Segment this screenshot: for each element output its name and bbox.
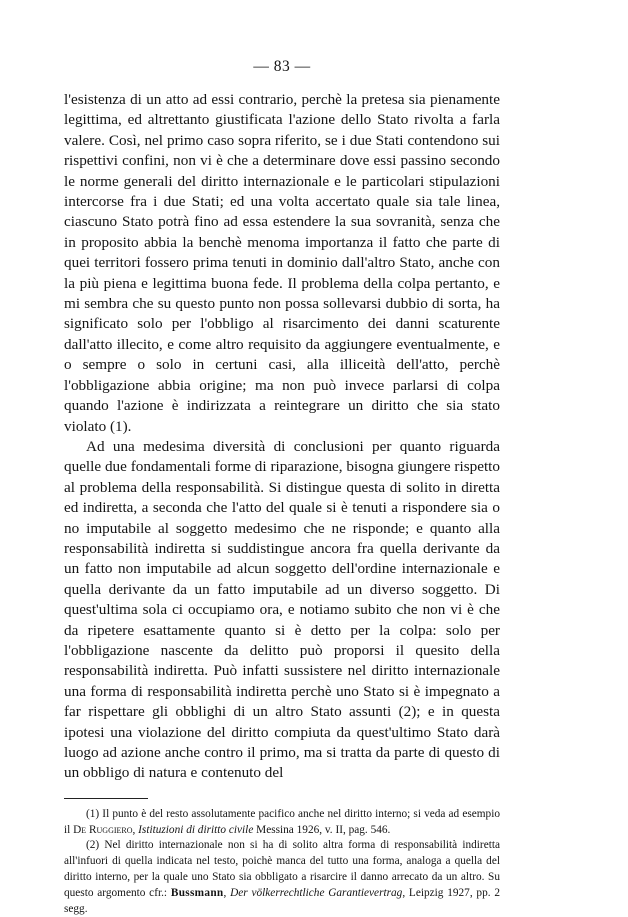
footnote-2	[64, 838, 500, 917]
footnote-2-author: Bussmann	[170, 886, 224, 899]
footnote-1	[64, 807, 500, 839]
page-number: — 83 —	[253, 58, 311, 75]
body-text	[64, 90, 500, 784]
footnote-2-citation: , Leipzig 1927, pp. 2 segg.	[64, 886, 500, 915]
footnote-1-text: (1) Il punto è del resto assolutamente pacifico anche nel diritto interno; si veda ad esempio il	[64, 807, 500, 836]
footnote-2-separator: ,	[223, 886, 231, 899]
footnote-2-title: Der völkerrechtliche Garantievertrag	[230, 886, 403, 899]
paragraph-1: l'esistenza di un atto ad essi contrario, perchè la pretesa sia pienamente legittima, ed altrettanto giustificata l'azione dello Stato rivolta a farla valere. Così, nel primo caso sopra riferito, se i due Stati contendono sui rispettivi confini, non vi è che a determinare dove essi passino secondo le norme generali del diritto internazionale e le particolari stipulazioni intercorse fra i due Stati; ed una volta accertato quale sia tale linea, ciascuno Stato potrà fino ad essa estendere la sua sovranità, senza che in proposito abbia la benchè menoma importanza il fatto che parte di quei territori fossero prima tenuti in dominio dall'altro Stato, anche con la più piena e legittima buona fede. Il problema della colpa pertanto, e mi sembra che su questo punto non possa sollevarsi dubbio di sorta, ha significato solo per l'obbligo al risarcimento dei danni scaturente dall'atto illecito, e come altro requisito da aggiungere eventualmente, e o sempre o solo in certuni casi, alla illiceità dell'atto, perchè l'obbligazione abbia origine; ma non può invece parlarsi di colpa quando l'azione è indirizzata a reintegrare un diritto che sia stato violato (1).	[64, 91, 500, 435]
footnotes	[64, 807, 500, 917]
footnote-2-text: (2) Nel diritto internazionale non si ha di solito altra forma di responsabilità indiretta all'infuori di quella indicata nel testo, poichè manca del tutto una forma, analoga a quella del diritto interno, per la quale uno Stato sia obbligato a risarcire il danno arrecato da un altro. Su questo argomento cfr.:	[64, 839, 500, 899]
footnote-1-title: Istituzioni di diritto civile	[138, 823, 254, 836]
footnote-1-separator: ,	[132, 823, 139, 836]
footnote-1-citation: Messina 1926, v. II, pag. 546.	[253, 823, 391, 836]
book-page	[64, 58, 500, 917]
paragraph-2: Ad una medesima diversità di conclusioni per quanto riguarda quelle due fondamentali forme di riparazione, bisogna giungere rispetto al problema della responsabilità. Si distingue questa di solito in diretta ed indiretta, a seconda che l'atto del quale si è tenuti a rispondere sia o no imputabile al soggetto medesimo che ne risponde; e quanto alla responsabilità indiretta si suddistingue ancora fra quella derivante da un fatto non imputabile ad alcun soggetto dell'ordine internazionale e quella derivante da un fatto imputabile ad un diverso soggetto. Di quest'ultima sola ci occupiamo ora, e notiamo subito che non vi è che da ripetere esattamente quanto si è detto per la colpa: solo per l'obbligazione nascente da delitto può proporsi il quesito della responsabilità indiretta. Può infatti sussistere nel diritto internazionale una forma di responsabilità indiretta perchè uno Stato si è impegnato a far rispettare gli obblighi di un altro Stato assunti (2); e in questa ipotesi una violazione del diritto compiuta da quest'ultimo Stato darà luogo ad azione anche contro il primo, ma si tratta da parte di questo di un obbligo di natura e contenuto del	[64, 437, 500, 782]
footnote-divider	[64, 798, 148, 799]
footnote-1-author: De Ruggiero	[73, 823, 133, 836]
